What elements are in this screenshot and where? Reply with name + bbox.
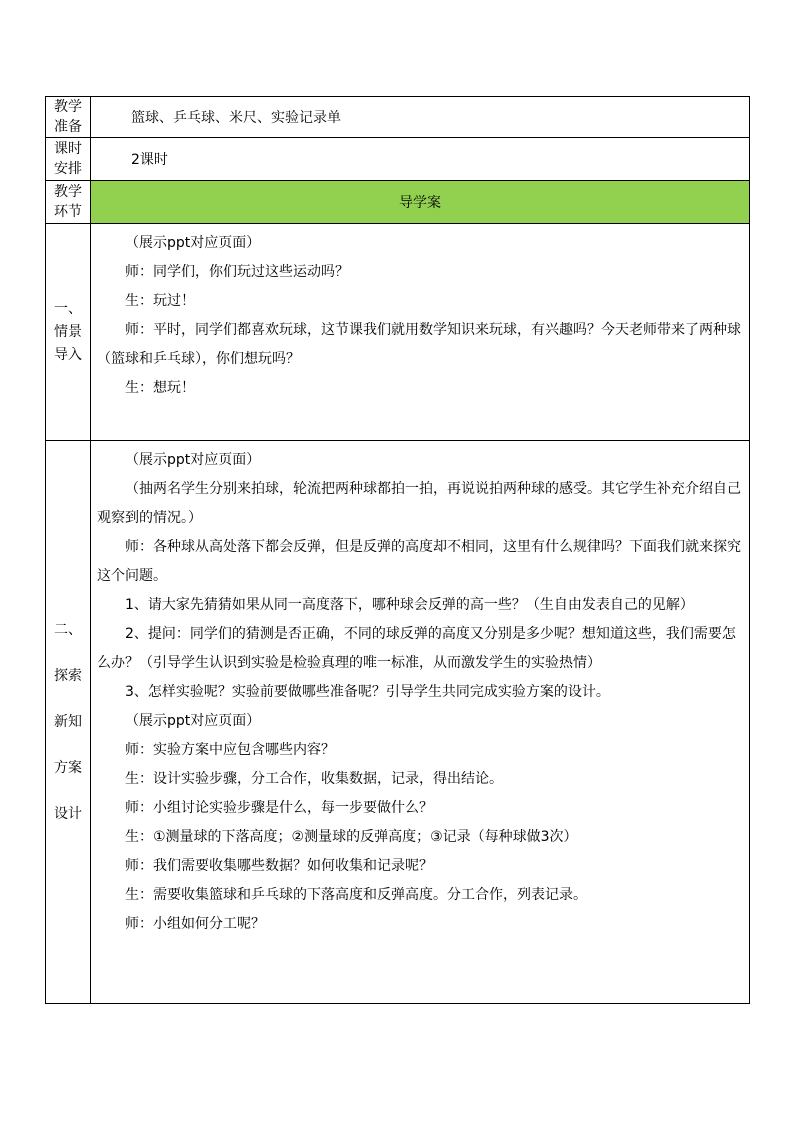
prep-row bbox=[46, 97, 750, 138]
section-label-line bbox=[46, 780, 90, 803]
paragraph: 师：各种球从高处落下都会反弹，但是反弹的高度却不相同，这里有什么规律吗？下面我们就来探究这个问题。 bbox=[97, 539, 741, 584]
paragraph: 生：玩过！ bbox=[125, 293, 195, 309]
section-1-label bbox=[46, 224, 91, 441]
stage-header: 导学案 bbox=[91, 181, 750, 224]
section-2-row bbox=[46, 441, 750, 1004]
section-1-row bbox=[46, 224, 750, 441]
paragraph: 生：设计实验步骤，分工合作，收集数据，记录，得出结论。 bbox=[125, 771, 503, 787]
paragraph: （展示ppt对应页面） bbox=[125, 452, 261, 468]
section-label-line bbox=[46, 642, 90, 665]
section-label-line: 情景 bbox=[54, 323, 82, 340]
paragraph: 师：小组讨论实验步骤是什么，每一步要做什么？ bbox=[125, 800, 433, 816]
paragraph: （抽两名学生分别来拍球，轮流把两种球都拍一拍，再说说拍两种球的感受。其它学生补充介绍自己观察到的情况。） bbox=[97, 481, 741, 526]
time-label: 课时 安排 bbox=[46, 138, 91, 181]
paragraph: 师：我们需要收集哪些数据？如何收集和记录呢？ bbox=[125, 858, 433, 874]
paragraph: 师：同学们，你们玩过这些运动吗？ bbox=[125, 264, 349, 280]
section-label-line: 导入 bbox=[54, 346, 82, 363]
section-label-line: 新知 bbox=[54, 713, 82, 730]
section-label-line bbox=[46, 734, 90, 757]
paragraph: 师：小组如何分工呢？ bbox=[125, 916, 265, 932]
section-2-label bbox=[46, 441, 91, 1004]
paragraph: 生：想玩！ bbox=[125, 380, 195, 396]
section-label-line bbox=[46, 688, 90, 711]
time-row bbox=[46, 138, 750, 181]
section-label-line: 一、 bbox=[54, 300, 82, 317]
prep-label: 教学 准备 bbox=[46, 97, 91, 138]
time-value: 2课时 bbox=[91, 138, 750, 181]
paragraph: 师：平时，同学们都喜欢玩球，这节课我们就用数学知识来玩球，有兴趣吗？今天老师带来了两种球（篮球和乒乓球），你们想玩吗？ bbox=[97, 322, 741, 367]
paragraph: 师：实验方案中应包含哪些内容？ bbox=[125, 742, 335, 758]
section-1-content bbox=[91, 224, 750, 441]
paragraph: （展示ppt对应页面） bbox=[125, 713, 261, 729]
stage-label: 教学 环节 bbox=[46, 181, 91, 224]
stage-row bbox=[46, 181, 750, 224]
section-label-line: 方案 bbox=[54, 759, 82, 776]
paragraph: （展示ppt对应页面） bbox=[125, 235, 261, 251]
paragraph: 2、提问：同学们的猜测是否正确，不同的球反弹的高度又分别是多少呢？想知道这些，我们需要怎么办？（引导学生认识到实验是检验真理的唯一标准，从而激发学生的实验热情） bbox=[97, 626, 736, 671]
paragraph: 生：需要收集篮球和乒乓球的下落高度和反弹高度。分工合作，列表记录。 bbox=[125, 887, 587, 903]
section-2-content bbox=[91, 441, 750, 1004]
section-label-line: 二、 bbox=[54, 621, 82, 638]
lesson-plan-table bbox=[45, 96, 750, 1004]
paragraph: 生：①测量球的下落高度；②测量球的反弹高度；③记录（每种球做3次） bbox=[125, 829, 578, 845]
paragraph: 3、怎样实验呢？实验前要做哪些准备呢？引导学生共同完成实验方案的设计。 bbox=[125, 684, 610, 700]
prep-value: 篮球、乒乓球、米尺、实验记录单 bbox=[91, 97, 750, 138]
paragraph: 1、请大家先猜猜如果从同一高度落下，哪种球会反弹的高一些？（生自由发表自己的见解） bbox=[125, 597, 694, 613]
section-label-line: 探索 bbox=[54, 667, 82, 684]
section-label-line: 设计 bbox=[54, 805, 82, 822]
